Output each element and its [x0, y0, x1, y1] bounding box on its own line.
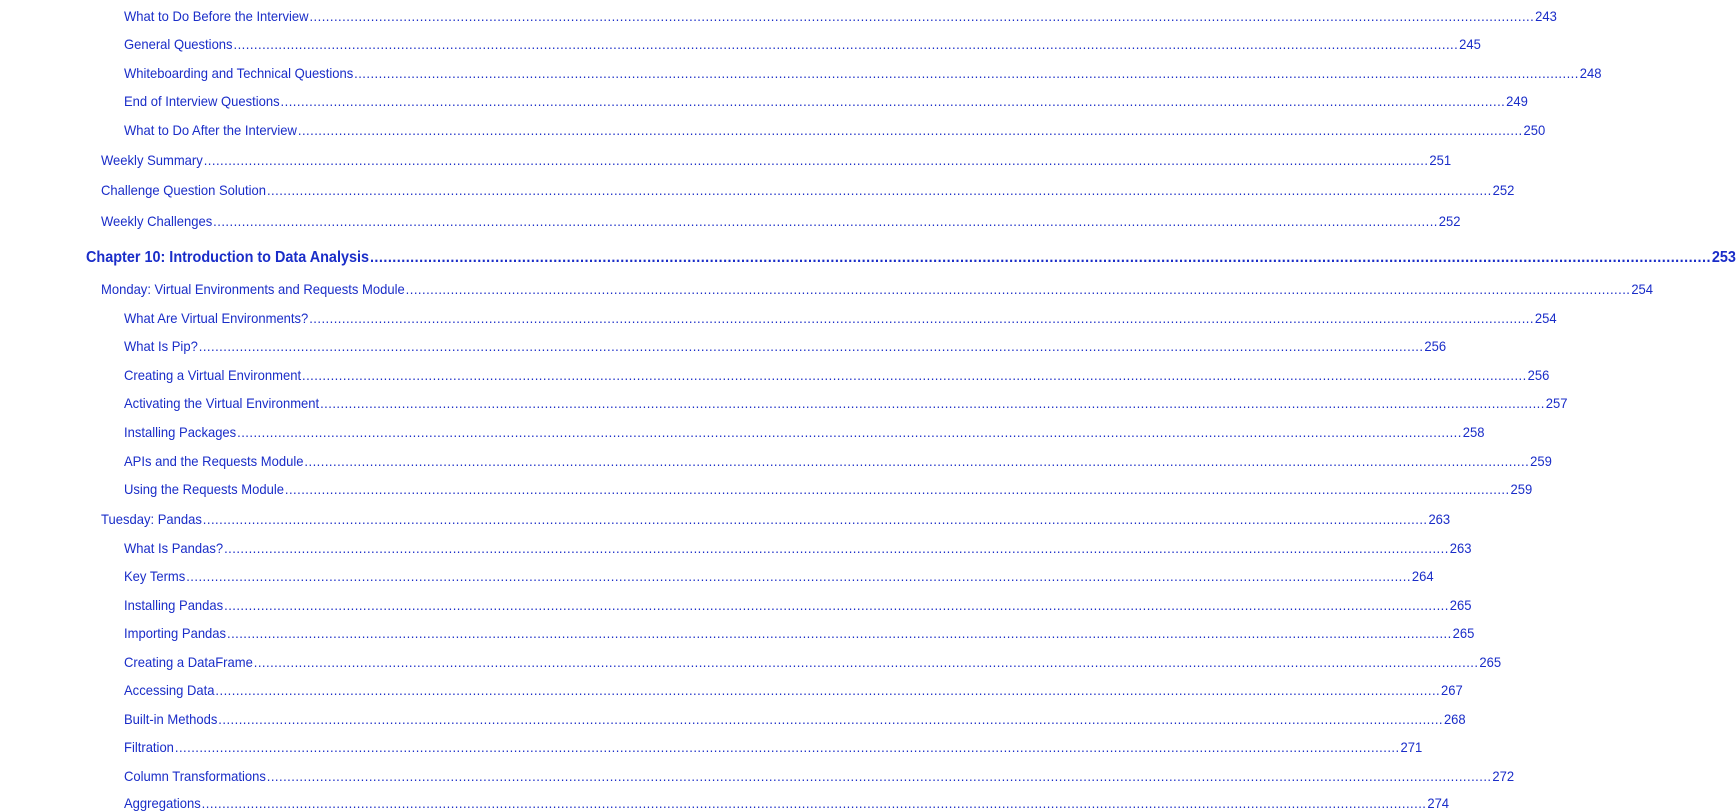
toc-page-number: 252: [1492, 182, 1515, 198]
toc-subsection-entry[interactable]: [124, 452, 1552, 470]
dot-leader: ............................................................................................................................................................................................................................................................................................................: [218, 711, 1444, 727]
toc-page-number: 263: [1428, 511, 1451, 527]
toc-entry-title: What to Do After the Interview: [124, 122, 297, 138]
dot-leader: ............................................................................................................................................................................................................................................................................................................: [224, 597, 1449, 613]
dot-leader: ............................................................................................................................................................................................................................................................................................................: [253, 654, 1479, 670]
dot-leader: ............................................................................................................................................................................................................................................................................................................: [354, 65, 1579, 81]
dot-leader: ............................................................................................................................................................................................................................................................................................................: [280, 93, 1506, 109]
toc-subsection-entry[interactable]: [124, 121, 1546, 139]
dot-leader: ............................................................................................................................................................................................................................................................................................................: [266, 768, 1492, 784]
toc-subsection-entry[interactable]: [124, 624, 1475, 642]
toc-entry-title: Column Transformations: [124, 768, 266, 784]
toc-subsection-entry[interactable]: [124, 567, 1434, 585]
toc-subsection-entry[interactable]: [124, 767, 1515, 785]
toc-entry-title: End of Interview Questions: [124, 93, 280, 109]
toc-entry-title: What Are Virtual Environments?: [124, 310, 309, 326]
dot-leader: ............................................................................................................................................................................................................................................................................................................: [297, 122, 1523, 138]
toc-subsection-entry[interactable]: [124, 653, 1502, 671]
toc-entry-title: Installing Pandas: [124, 597, 224, 613]
toc-section-entry[interactable]: [101, 510, 1451, 528]
dot-leader: ............................................................................................................................................................................................................................................................................................................: [302, 367, 1527, 383]
dot-leader: ............................................................................................................................................................................................................................................................................................................: [203, 152, 1429, 168]
toc-entry-title: Built-in Methods: [124, 711, 218, 727]
toc-entry-title: What Is Pandas?: [124, 540, 224, 556]
toc-page-number: 253: [1711, 249, 1736, 266]
toc-subsection-entry[interactable]: [124, 596, 1472, 614]
toc-subsection-entry[interactable]: [124, 539, 1472, 557]
dot-leader: ............................................................................................................................................................................................................................................................................................................: [213, 213, 1438, 229]
toc-entry-title: Using the Requests Module: [124, 481, 284, 497]
toc-section-entry[interactable]: [101, 151, 1452, 169]
toc-entry-title: Monday: Virtual Environments and Requests Module: [101, 281, 405, 297]
toc-page-number: 263: [1449, 540, 1472, 556]
toc-page-number: 259: [1510, 481, 1533, 497]
toc-page-number: 267: [1441, 682, 1463, 698]
toc-entry-title: Weekly Summary: [101, 152, 203, 168]
toc-page-number: 257: [1545, 395, 1568, 411]
dot-leader: ............................................................................................................................................................................................................................................................................................................: [309, 8, 1535, 24]
toc-entry-title: Installing Packages: [124, 424, 237, 440]
toc-page-number: 259: [1530, 453, 1552, 469]
dot-leader: ............................................................................................................................................................................................................................................................................................................: [186, 568, 1411, 584]
dot-leader: ............................................................................................................................................................................................................................................................................................................: [284, 481, 1510, 497]
toc-subsection-entry[interactable]: [124, 92, 1528, 110]
toc-subsection-entry[interactable]: [124, 337, 1447, 355]
toc-page-number: 272: [1492, 768, 1515, 784]
toc-entry-title: Accessing Data: [124, 682, 215, 698]
dot-leader: ............................................................................................................................................................................................................................................................................................................: [174, 739, 1400, 755]
toc-subsection-entry[interactable]: [124, 366, 1550, 384]
toc-subsection-entry[interactable]: [124, 309, 1557, 327]
toc-entry-title: Aggregations: [124, 795, 201, 811]
dot-leader: ............................................................................................................................................................................................................................................................................................................: [237, 424, 1462, 440]
toc-page-number: 245: [1459, 36, 1481, 52]
toc-page-number: 256: [1527, 367, 1550, 383]
dot-leader: ............................................................................................................................................................................................................................................................................................................: [215, 682, 1441, 698]
dot-leader: ............................................................................................................................................................................................................................................................................................................: [405, 281, 1631, 297]
toc-entry-title: Filtration: [124, 739, 174, 755]
toc-entry-title: Weekly Challenges: [101, 213, 213, 229]
toc-entry-title: Challenge Question Solution: [101, 182, 267, 198]
toc-page-number: 248: [1579, 65, 1602, 81]
dot-leader: ............................................................................................................................................................................................................................................................................................................: [304, 453, 1530, 469]
dot-leader: ............................................................................................................................................................................................................................................................................................................: [266, 182, 1492, 198]
toc-page-number: 254: [1631, 281, 1654, 297]
dot-leader: ............................................................................................................................................................................................................................................................................................................: [320, 395, 1545, 411]
toc-page-number: 258: [1462, 424, 1485, 440]
toc-subsection-entry[interactable]: [124, 710, 1466, 728]
toc-page-number: 265: [1449, 597, 1472, 613]
dot-leader: ............................................................................................................................................................................................................................................................................................................: [233, 36, 1459, 52]
toc-entry-title: Activating the Virtual Environment: [124, 395, 320, 411]
toc-entry-title: APIs and the Requests Module: [124, 453, 304, 469]
toc-page-number: 252: [1438, 213, 1461, 229]
toc-subsection-entry[interactable]: [124, 738, 1423, 756]
toc-page-number: 254: [1534, 310, 1557, 326]
toc-page-number: 265: [1452, 625, 1475, 641]
toc-page-number: 256: [1424, 338, 1447, 354]
dot-leader: ............................................................................................................................................................................................................................................................................................................: [309, 310, 1534, 326]
dot-leader: ............................................................................................................................................................................................................................................................................................................: [198, 338, 1424, 354]
toc-page-number: 250: [1523, 122, 1546, 138]
toc-section-entry[interactable]: [101, 212, 1461, 230]
toc-entry-title: What to Do Before the Interview: [124, 8, 309, 24]
toc-page-number: 274: [1427, 795, 1450, 811]
toc-entry-title: Chapter 10: Introduction to Data Analysis: [86, 249, 370, 266]
toc-page-number: 264: [1411, 568, 1434, 584]
toc-page-number: 249: [1506, 93, 1528, 109]
toc-entry-title: Importing Pandas: [124, 625, 227, 641]
toc-entry-title: Key Terms: [124, 568, 186, 584]
toc-page-number: 251: [1429, 152, 1452, 168]
toc-subsection-entry[interactable]: [124, 480, 1533, 498]
toc-subsection-entry[interactable]: [124, 423, 1485, 441]
toc-page-number: 268: [1443, 711, 1466, 727]
toc-subsection-entry[interactable]: [124, 35, 1481, 53]
toc-subsection-entry[interactable]: [124, 64, 1602, 82]
toc-entry-title: Tuesday: Pandas: [101, 511, 202, 527]
toc-section-entry[interactable]: [101, 280, 1654, 298]
dot-leader: ............................................................................................................................................................................................................................................................................................................: [202, 511, 1428, 527]
dot-leader: ............................................................................................................................................................................................................................................................................................................: [369, 249, 1711, 266]
toc-entry-title: Whiteboarding and Technical Questions: [124, 65, 354, 81]
toc-page-number: 243: [1535, 8, 1557, 24]
toc-page-number: 271: [1400, 739, 1423, 755]
toc-entry-title: General Questions: [124, 36, 233, 52]
dot-leader: ............................................................................................................................................................................................................................................................................................................: [224, 540, 1449, 556]
toc-subsection-entry[interactable]: [124, 794, 1450, 812]
toc-entry-title: What Is Pip?: [124, 338, 198, 354]
toc-subsection-entry[interactable]: [124, 7, 1557, 25]
dot-leader: ............................................................................................................................................................................................................................................................................................................: [201, 795, 1427, 811]
dot-leader: ............................................................................................................................................................................................................................................................................................................: [226, 625, 1452, 641]
toc-entry-title: Creating a Virtual Environment: [124, 367, 302, 383]
toc-page-number: 265: [1479, 654, 1502, 670]
toc-section-entry[interactable]: [101, 181, 1515, 199]
toc-subsection-entry[interactable]: [124, 394, 1568, 412]
toc-entry-title: Creating a DataFrame: [124, 654, 253, 670]
toc-chapter-heading[interactable]: [86, 249, 1736, 267]
toc-subsection-entry[interactable]: [124, 681, 1463, 699]
